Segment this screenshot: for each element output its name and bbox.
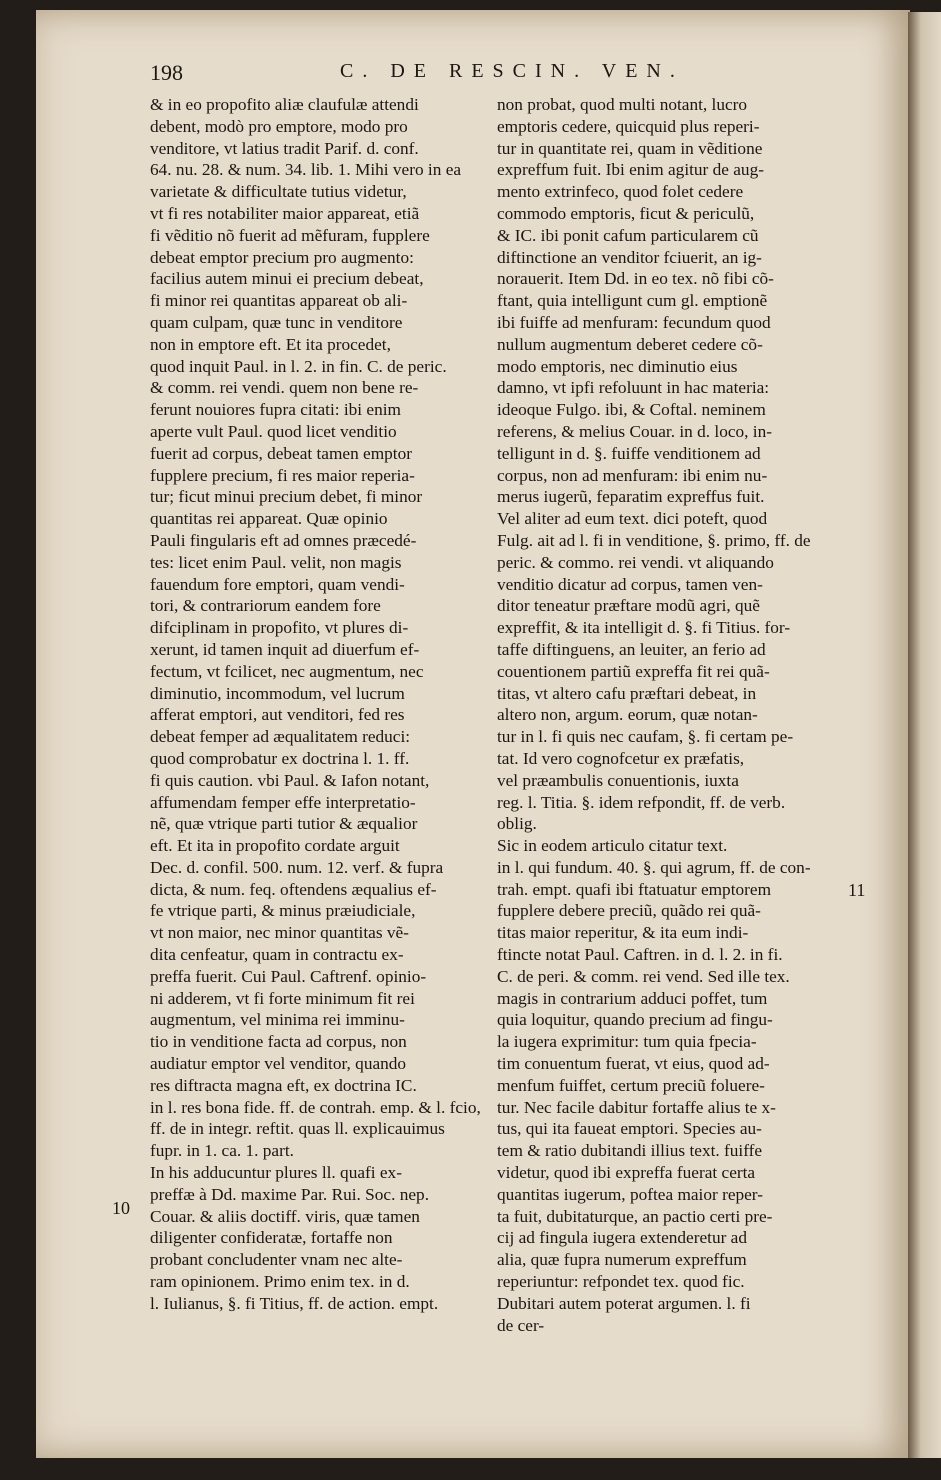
text-line: difciplinam in propofito, vt plures di-: [150, 618, 409, 638]
text-line: fectum, vt fcilicet, nec augmentum, nec: [150, 661, 424, 681]
text-line: ni adderem, vt fi forte minimum fit rei: [150, 988, 415, 1008]
text-line: varietate & difficultate tutius videtur,: [150, 182, 407, 202]
text-line: Couar. & aliis doctiff. viris, quæ tamen: [150, 1206, 420, 1226]
text-line: tem & ratio dubitandi illius text. fuiffe: [497, 1141, 763, 1161]
text-line: preffæ à Dd. maxime Par. Rui. Soc. nep.: [150, 1184, 430, 1204]
text-line: fi vẽditio nõ fuerit ad mẽfuram, fupplere: [150, 225, 430, 245]
text-line: tes: licet enim Paul. velit, non magis: [150, 552, 402, 572]
text-line: affumendam femper effe interpretatio-: [150, 792, 416, 812]
text-line: damno, vt ipfi refoluunt in hac materia:: [497, 378, 770, 398]
text-line: & in eo propofito aliæ claufulæ attendi: [150, 95, 419, 114]
text-line: debeat emptor precium pro augmento:: [150, 247, 414, 267]
text-line: tim conuentum fuerat, vt eius, quod ad-: [497, 1054, 770, 1074]
text-line: venditio dicatur ad corpus, tamen ven-: [497, 574, 763, 594]
text-line: quod inquit Paul. in l. 2. in fin. C. de peric.: [150, 356, 447, 376]
left-column: [150, 94, 488, 1315]
page-header: [150, 60, 870, 90]
text-line: ta fuit, dubitaturque, an pactio certi pre-: [497, 1206, 773, 1226]
text-line: quantitas iugerum, poftea maior reper-: [497, 1184, 763, 1204]
text-line: reg. l. Titia. §. idem refpondit, ff. de verb.: [497, 792, 786, 812]
text-line: nẽ, quæ vtrique parti tutior & æqualior: [150, 814, 418, 834]
text-line: tio in venditione facta ad corpus, non: [150, 1032, 407, 1052]
text-line: res diftracta magna eft, ex doctrina IC.: [150, 1075, 417, 1095]
text-line: alia, quæ fupra numerum expreffum: [497, 1250, 747, 1270]
text-line: trah. empt. quafi ibi ftatuatur emptorem: [497, 879, 772, 899]
text-line: fupr. in 1. ca. 1. part.: [150, 1141, 294, 1161]
text-line: diminutio, incommodum, vel lucrum: [150, 683, 405, 703]
text-line: diftinctione an venditor fciuerit, an ig-: [497, 247, 762, 267]
text-line: Dubitari autem poterat argumen. l. fi: [497, 1293, 751, 1313]
text-line: merus iugerũ, feparatim expreffus fuit.: [497, 487, 765, 507]
text-line: ftant, quia intelligunt cum gl. emptionẽ: [497, 291, 768, 311]
text-line: mento extrinfeco, quod folet cedere: [497, 182, 744, 202]
text-line: quia loquitur, quando precium ad fingu-: [497, 1010, 773, 1030]
next-page-edge: [908, 12, 941, 1458]
text-line: fi minor rei quantitas appareat ob ali-: [150, 291, 408, 311]
text-line: tus, qui ita faueat emptori. Species au-: [497, 1119, 762, 1139]
page-number: 198: [150, 60, 183, 85]
text-line: Vel aliter ad eum text. dici poteft, quod: [497, 509, 768, 529]
text-line: fe vtrique parti, & minus præiudiciale,: [150, 901, 416, 921]
text-line: tur in l. fi quis nec caufam, §. fi certam pe-: [497, 727, 794, 747]
text-line: commodo emptoris, ficut & periculũ,: [497, 203, 755, 223]
text-line: non in emptore eft. Et ita procedet,: [150, 334, 391, 354]
text-line: Sic in eodem articulo citatur text.: [497, 836, 728, 856]
text-line: in l. res bona fide. ff. de contrah. emp. & l. fcio,: [150, 1097, 481, 1117]
text-line: tur in quantitate rei, quam in vẽditione: [497, 138, 763, 158]
right-column: [497, 94, 847, 1336]
text-line: tori, & contrariorum eandem fore: [150, 596, 381, 616]
text-line: quam culpam, quæ tunc in venditore: [150, 312, 403, 332]
text-line: vt non maior, nec minor quantitas vẽ-: [150, 923, 409, 943]
text-line: ferunt nouiores fupra citati: ibi enim: [150, 400, 401, 420]
text-line: vt fi res notabiliter maior appareat, etiã: [150, 203, 420, 223]
text-line: peric. & commo. rei vendi. vt aliquando: [497, 552, 774, 572]
text-line: expreffum fuit. Ibi enim agitur de aug-: [497, 160, 764, 180]
text-line: in l. qui fundum. 40. §. qui agrum, ff. de con-: [497, 857, 811, 877]
text-line: Pauli fingularis eft ad omnes præcedé-: [150, 530, 417, 550]
text-line: ff. de in integr. reftit. quas ll. explicauimus: [150, 1119, 445, 1139]
text-line: fupplere precium, fi res maior reperia-: [150, 465, 415, 485]
text-line: tat. Id vero cognofcetur ex præfatis,: [497, 748, 745, 768]
text-line: facilius autem minui ei precium debeat,: [150, 269, 424, 289]
text-line: corpus, non ad menfuram: ibi enim nu-: [497, 465, 768, 485]
text-line: debent, modò pro emptore, modo pro: [150, 116, 408, 136]
text-line: ram opinionem. Primo enim tex. in d.: [150, 1272, 410, 1292]
text-line: reperiuntur: refpondet tex. quod fic.: [497, 1272, 745, 1292]
text-line: fupplere debere preciũ, quãdo rei quã-: [497, 901, 761, 921]
text-line: afferat emptori, aut venditori, fed res: [150, 705, 405, 725]
text-line: vel præambulis conuentionis, iuxta: [497, 770, 739, 790]
text-line: quod comprobatur ex doctrina l. 1. ff.: [150, 748, 410, 768]
text-line: quantitas rei appareat. Quæ opinio: [150, 509, 388, 529]
text-line: menfum fuiffet, certum preciũ foluere-: [497, 1075, 765, 1095]
text-line: titas maior reperitur, & ita eum indi-: [497, 923, 749, 943]
text-line: magis in contrarium adduci poffet, tum: [497, 988, 768, 1008]
text-line: In his adducuntur plures ll. quafi ex-: [150, 1163, 402, 1183]
text-line: C. de peri. & comm. rei vend. Sed ille tex.: [497, 966, 790, 986]
text-line: altero non, argum. eorum, quæ notan-: [497, 705, 758, 725]
text-line: taffe diftinguens, an leuiter, an ferio ad: [497, 639, 766, 659]
text-line: & IC. ibi ponit cafum particularem cũ: [497, 225, 759, 245]
text-line: probant concludenter vnam nec alte-: [150, 1250, 403, 1270]
margin-number-10: 10: [112, 1198, 130, 1218]
text-line: ideoque Fulgo. ibi, & Coftal. neminem: [497, 400, 766, 420]
text-line: expreffit, & ita intelligit d. §. fi Titius. for-: [497, 618, 791, 638]
text-line: venditore, vt latius tradit Parif. d. conf.: [150, 138, 419, 158]
text-line: cij ad fingula iugera extenderetur ad: [497, 1228, 747, 1248]
text-line: dicta, & num. feq. oftendens æqualius ef-: [150, 879, 437, 899]
running-title: C. DE RESCIN. VEN.: [340, 60, 684, 82]
text-line: 64. nu. 28. & num. 34. lib. 1. Mihi vero in ea: [150, 160, 462, 180]
text-line: Dec. d. confil. 500. num. 12. verf. & fupra: [150, 857, 444, 877]
text-line: augmentum, vel minima rei imminu-: [150, 1010, 405, 1030]
text-line: fi quis caution. vbi Paul. & Iafon notant,: [150, 770, 430, 790]
text-line: couentionem partiũ expreffa fit rei quã-: [497, 661, 770, 681]
text-line: eft. Et ita in propofito cordate arguit: [150, 836, 400, 856]
text-line: ditor teneatur præftare modũ agri, quẽ: [497, 596, 760, 616]
text-line: referens, & melius Couar. in d. loco, in-: [497, 421, 772, 441]
text-line: dita cenfeatur, quam in contractu ex-: [150, 945, 404, 965]
text-line: preffa fuerit. Cui Paul. Caftrenf. opinio-: [150, 966, 427, 986]
text-line: debeat femper ad æqualitatem reduci:: [150, 727, 411, 747]
text-line: la iugera exprimitur: tum quia fpecia-: [497, 1032, 757, 1052]
margin-number-11: 11: [848, 880, 866, 900]
text-line: tur; ficut minui precium debet, fi minor: [150, 487, 423, 507]
text-line: fauendum fore emptori, quam vendi-: [150, 574, 405, 594]
text-line: xerunt, id tamen inquit ad diuerfum ef-: [150, 639, 420, 659]
text-line: ftincte notat Paul. Caftren. in d. l. 2. in fi.: [497, 945, 783, 965]
text-line: aperte vult Paul. quod licet venditio: [150, 421, 397, 441]
text-line: nullum augmentum deberet cedere cõ-: [497, 334, 763, 354]
text-line: ibi fuiffe ad menfuram: fecundum quod: [497, 312, 771, 332]
text-line: videtur, quod ibi expreffa fuerat certa: [497, 1163, 756, 1183]
text-line: Fulg. ait ad l. fi in venditione, §. primo, ff. de: [497, 530, 811, 550]
text-line: oblig.: [497, 814, 537, 834]
text-line: l. Iulianus, §. fi Titius, ff. de action. empt.: [150, 1293, 439, 1313]
text-line: telligunt in d. §. fuiffe venditionem ad: [497, 443, 761, 463]
text-line: non probat, quod multi notant, lucro: [497, 95, 748, 114]
text-line: tur. Nec facile dabitur fortaffe alius te x-: [497, 1097, 776, 1117]
text-line: audiatur emptor vel venditor, quando: [150, 1054, 407, 1074]
text-line: fuerit ad corpus, debeat tamen emptor: [150, 443, 412, 463]
text-line: diligenter confideratæ, fortaffe non: [150, 1228, 393, 1248]
text-line: norauerit. Item Dd. in eo tex. nõ fibi cõ-: [497, 269, 774, 289]
text-line: de cer-: [497, 1315, 545, 1335]
text-line: emptoris cedere, quicquid plus reperi-: [497, 116, 760, 136]
text-line: modo emptoris, nec diminutio eius: [497, 356, 738, 376]
text-line: & comm. rei vendi. quem non bene re-: [150, 378, 419, 398]
text-line: titas, vt altero cafu præftari debeat, in: [497, 683, 757, 703]
